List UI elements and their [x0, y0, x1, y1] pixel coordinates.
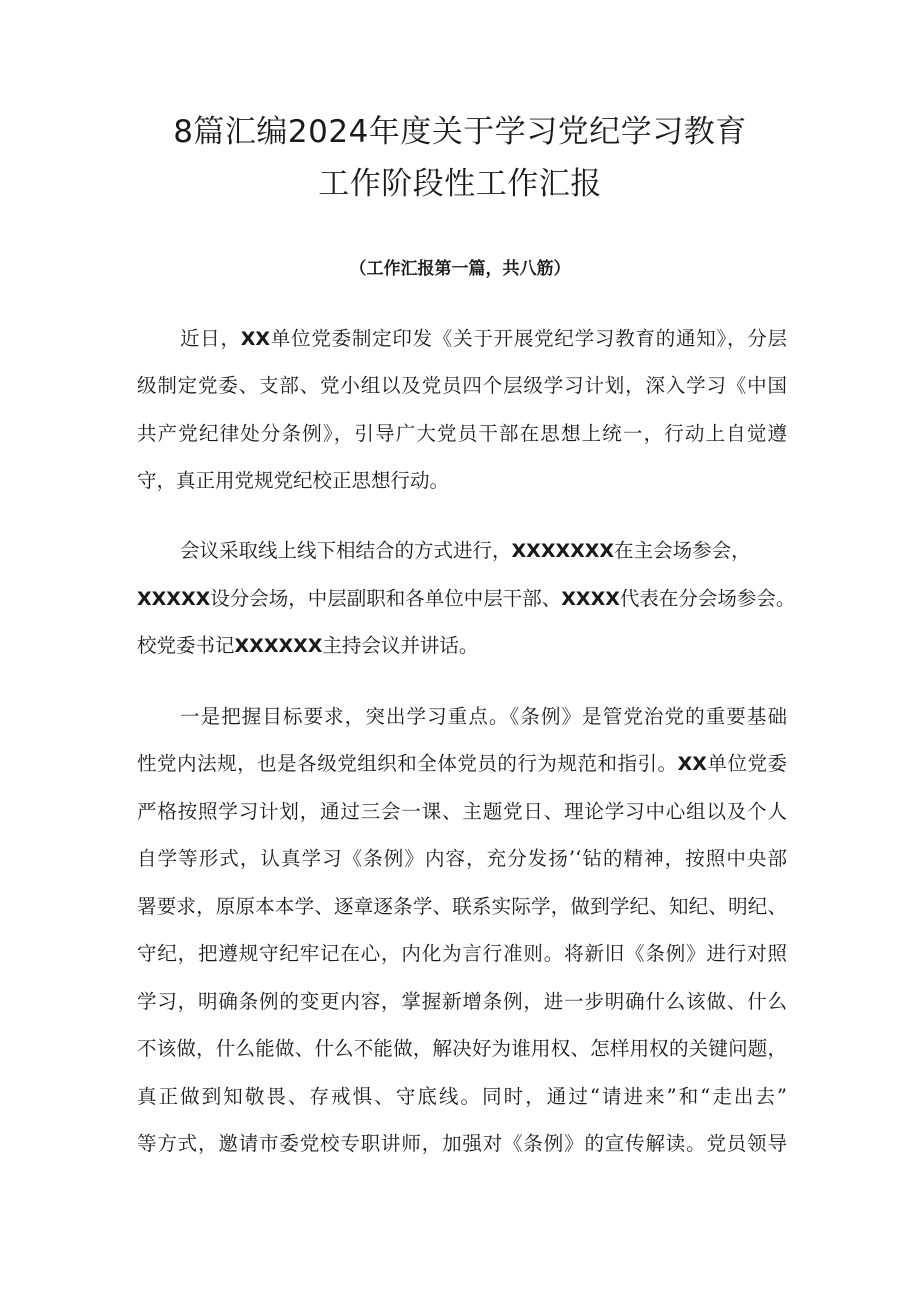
text-run: 近日，: [180, 327, 241, 350]
document-title-line-2: 工作阶段性工作汇报: [318, 166, 602, 202]
text-run: 性党内法规，也是各级党组织和全体党员的行为规范和指引。: [137, 752, 678, 775]
paragraph-1-line-3: 共产党纪律处分条例》，引导广大党员干部在思想上统一，行动上自觉遵: [137, 422, 787, 445]
paragraph-3-line-9: 真正做到知敬畏、存戒惧、守底线。同时，通过“请进来”和“走出去”: [137, 1085, 787, 1108]
text-run: 单位党委: [706, 752, 787, 775]
redacted-name: XX: [240, 328, 271, 350]
paragraph-3-line-10: 等方式，邀请市委党校专职讲师，加强对《条例》的宣传解读。党员领导: [137, 1132, 787, 1155]
text-run: 在主会场参会，: [614, 539, 751, 562]
paragraph-2-line-1: [180, 537, 787, 565]
text-run: 校党委书记: [137, 634, 235, 657]
text-run: 单位党委制定印发《关于开展党纪学习教育的通知》，分层: [270, 327, 787, 350]
redacted-name: XXXXX: [137, 588, 211, 610]
text-run: 主持会议并讲话。: [322, 634, 479, 657]
paragraph-1-line-2: 级制定党委、支部、党小组以及党员四个层级学习计划，深入学习《中国: [137, 374, 787, 397]
redacted-name: XXXXXXX: [511, 540, 615, 562]
paragraph-3-line-1: 一是把握目标要求，突出学习重点。《条例》是管党治党的重要基础: [180, 705, 787, 728]
text-run: 代表在分会场参会。: [619, 587, 796, 610]
paragraph-1-line-4: 守，真正用党规党纪校正思想行动。: [137, 469, 450, 492]
paragraph-3-line-4: 自学等形式，认真学习《条例》内容，充分发扬’‘钻的精神，按照中央部: [137, 847, 787, 870]
paragraph-3-line-8: 不该做，什么能做、什么不能做，解决好为谁用权、怎样用权的关键问题，: [137, 1037, 787, 1060]
text-run: 会议采取线上线下相结合的方式进行，: [180, 539, 512, 562]
text-run: 设分会场，中层副职和各单位中层干部、: [210, 587, 562, 610]
paragraph-3-line-5: 署要求，原原本本学、逐章逐条学、联系实际学，做到学纪、知纪、明纪、: [137, 895, 787, 918]
paragraph-2-line-3: [137, 632, 787, 660]
document-title-line-1: 8篇汇编2024年度关于学习党纪学习教育: [173, 114, 747, 150]
paragraph-1-line-1: [180, 325, 787, 353]
paragraph-2-line-2: [137, 585, 796, 613]
paragraph-3-line-6: 守纪，把遵规守纪牢记在心，内化为言行准则。将新旧《条例》进行对照: [137, 942, 787, 965]
document-subtitle: （工作汇报第一篇，共八筋）: [349, 259, 571, 279]
paragraph-3-line-2: [137, 750, 787, 778]
paragraph-3-line-3: 严格按照学习计划，通过三会一课、主题党日、理论学习中心组以及个人: [137, 800, 787, 823]
paragraph-3-line-7: 学习，明确条例的变更内容，掌握新增条例，进一步明确什么该做、什么: [137, 990, 787, 1013]
redacted-name: XXXX: [561, 588, 620, 610]
redacted-name: XX: [677, 753, 707, 775]
redacted-name: XXXXXX: [234, 635, 323, 657]
